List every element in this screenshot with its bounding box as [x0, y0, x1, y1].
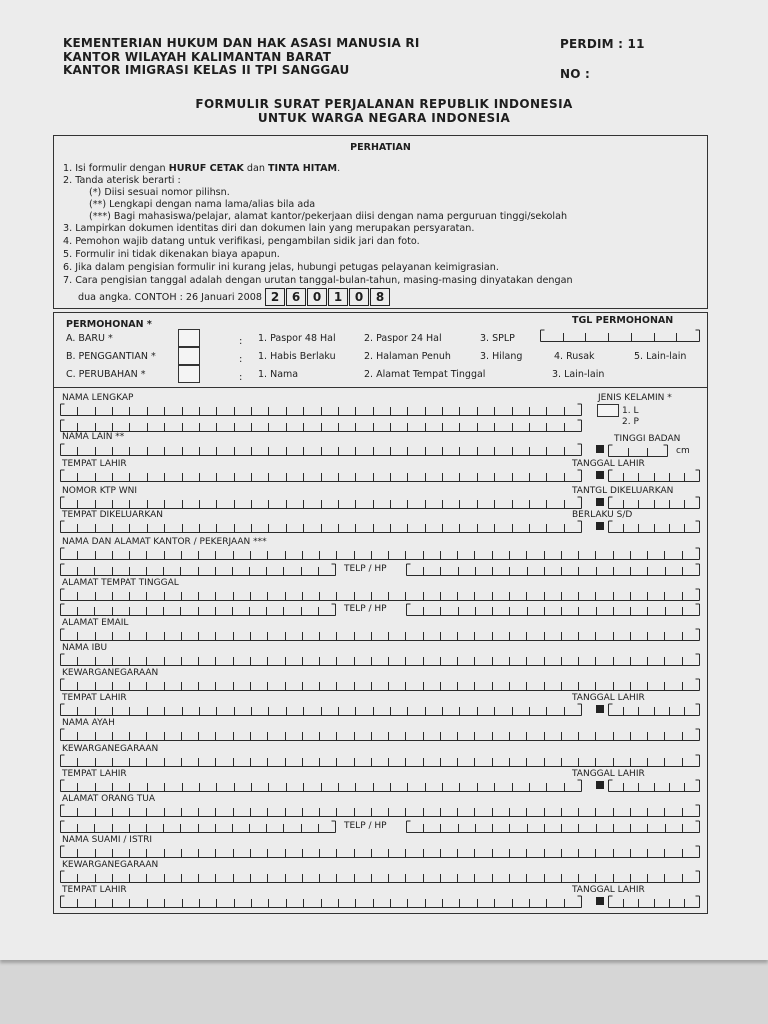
tanggal-lahir-suami-boxes[interactable] — [608, 895, 700, 908]
tantgl-boxes[interactable] — [608, 496, 700, 509]
char-grid — [60, 754, 700, 767]
note-1-mid: dan — [243, 163, 269, 174]
tanggal-lahir-label: TANGGAL LAHIR — [572, 459, 645, 469]
char-grid — [608, 444, 668, 457]
char-grid — [608, 496, 700, 509]
tempat-lahir-label: TEMPAT LAHIR — [62, 459, 127, 469]
char-grid — [60, 443, 582, 456]
char-grid-lines — [61, 470, 582, 482]
char-grid — [608, 520, 700, 533]
nomor-ktp-boxes[interactable] — [60, 496, 582, 509]
example-date-digit: 0 — [349, 288, 369, 306]
kewarganegaraan-suami-label: KEWARGANEGARAAN — [62, 860, 159, 870]
ministry-name: KEMENTERIAN HUKUM DAN HAK ASASI MANUSIA RI — [63, 36, 420, 50]
note-7b — [78, 288, 391, 306]
char-grid-lines — [407, 604, 700, 616]
char-grid — [60, 419, 582, 432]
nama-lengkap-label: NAMA LENGKAP — [62, 393, 134, 403]
char-grid-lines — [609, 470, 700, 482]
tanggal-lahir-ayah-label: TANGGAL LAHIR — [572, 769, 645, 779]
note-7b-text: dua angka. CONTOH : 26 Januari 2008 — [78, 292, 262, 303]
tempat-lahir-suami-boxes[interactable] — [60, 895, 582, 908]
nama-lain-label: NAMA LAIN ** — [62, 432, 125, 442]
tanggal-lahir-ibu-boxes[interactable] — [608, 703, 700, 716]
char-grid — [60, 804, 700, 817]
perubahan-opt-2: 2. Alamat Tempat Tinggal — [364, 369, 486, 380]
note-1 — [63, 163, 340, 175]
nama-kantor-boxes-2[interactable] — [60, 563, 336, 576]
perubahan-label: C. PERUBAHAN * — [66, 369, 146, 380]
char-grid — [60, 403, 582, 416]
char-grid — [60, 653, 700, 666]
char-grid-lines — [61, 805, 700, 817]
nama-lengkap-boxes-2[interactable] — [60, 419, 582, 432]
char-grid-lines — [61, 679, 700, 691]
nomor-ktp-label: NOMOR KTP WNI — [62, 486, 138, 496]
char-grid — [60, 628, 700, 641]
tempat-lahir-ayah-boxes[interactable] — [60, 779, 582, 792]
char-grid-lines — [61, 780, 582, 792]
alamat-tinggal-boxes-2[interactable] — [60, 603, 336, 616]
colon: : — [239, 336, 243, 347]
tinggi-badan-label: TINGGI BADAN — [614, 434, 681, 444]
char-grid-lines — [61, 629, 700, 641]
char-grid — [60, 588, 700, 601]
char-grid-lines — [407, 821, 700, 833]
char-grid-lines — [61, 497, 582, 509]
char-grid-lines — [61, 604, 336, 616]
tempat-lahir-suami-label: TEMPAT LAHIR — [62, 885, 127, 895]
char-grid — [608, 469, 700, 482]
char-grid — [60, 678, 700, 691]
jenis-kelamin-label: JENIS KELAMIN * — [598, 393, 672, 403]
perdim-label: PERDIM : 11 — [560, 37, 645, 51]
nama-lengkap-boxes[interactable] — [60, 403, 582, 416]
marker-square — [596, 781, 604, 789]
char-grid — [60, 728, 700, 741]
char-grid — [60, 469, 582, 482]
jenis-kelamin-box[interactable] — [597, 404, 619, 417]
char-grid — [406, 820, 700, 833]
char-grid — [60, 870, 700, 883]
tempat-dikeluarkan-label: TEMPAT DIKELUARKAN — [62, 510, 163, 520]
tempat-lahir-ibu-label: TEMPAT LAHIR — [62, 693, 127, 703]
char-grid-lines — [61, 548, 700, 560]
telp-label-2: TELP / HP — [344, 604, 387, 614]
char-grid-lines — [61, 420, 582, 432]
pengganti-opt-4: 4. Rusak — [554, 351, 595, 362]
form-subtitle: UNTUK WARGA NEGARA INDONESIA — [257, 111, 511, 125]
nama-ibu-label: NAMA IBU — [62, 643, 108, 653]
char-grid-lines — [61, 755, 700, 767]
alamat-email-label: ALAMAT EMAIL — [62, 618, 129, 628]
char-grid — [60, 520, 582, 533]
example-date-digit: 1 — [328, 288, 348, 306]
tempat-lahir-ibu-boxes[interactable] — [60, 703, 582, 716]
marker-square — [596, 498, 604, 506]
baru-checkbox[interactable] — [178, 329, 200, 347]
char-grid — [60, 603, 336, 616]
note-2b: (**) Lengkapi dengan nama lama/alias bila ada — [89, 199, 316, 210]
tempat-lahir-ayah-label: TEMPAT LAHIR — [62, 769, 127, 779]
char-grid-lines — [609, 445, 668, 457]
jk-p: 2. P — [622, 417, 639, 427]
note-1-end: . — [337, 163, 341, 174]
char-grid — [60, 820, 336, 833]
char-grid — [406, 603, 700, 616]
baru-opt-2: 2. Paspor 24 Hal — [364, 333, 442, 344]
tgl-permohonan-boxes[interactable] — [540, 329, 700, 342]
alamat-email-boxes[interactable] — [60, 628, 700, 641]
baru-label: A. BARU * — [66, 333, 113, 344]
char-grid-lines — [61, 704, 582, 716]
tanggal-lahir-ibu-label: TANGGAL LAHIR — [572, 693, 645, 703]
char-grid — [608, 703, 700, 716]
example-date-digit: 0 — [307, 288, 327, 306]
tempat-lahir-boxes[interactable] — [60, 469, 582, 482]
char-grid-lines — [61, 896, 582, 908]
immigration-office: KANTOR IMIGRASI KELAS II TPI SANGGAU — [63, 63, 350, 77]
kewarganegaraan-ibu-boxes[interactable] — [60, 678, 700, 691]
note-6: 6. Jika dalam pengisian formulir ini kurang jelas, hubungi petugas pelayanan keimigrasian. — [63, 262, 499, 273]
marker-square — [596, 522, 604, 530]
berlaku-boxes[interactable] — [608, 520, 700, 533]
char-grid — [60, 845, 700, 858]
note-7a: 7. Cara pengisian tanggal adalah dengan urutan tanggal-bulan-tahun, masing-masing dinyatakan dengan — [63, 275, 573, 286]
note-2c: (***) Bagi mahasiswa/pelajar, alamat kantor/pekerjaan diisi dengan nama perguruan tinggi/sekolah — [89, 211, 568, 222]
char-grid — [406, 563, 700, 576]
perubahan-opt-3: 3. Lain-lain — [552, 369, 605, 380]
nama-suami-boxes[interactable] — [60, 845, 700, 858]
nama-lain-boxes[interactable] — [60, 443, 582, 456]
alamat-ortu-boxes-2[interactable] — [60, 820, 336, 833]
berlaku-label: BERLAKU S/D — [572, 510, 633, 520]
note-2: 2. Tanda aterisk berarti : — [63, 175, 181, 186]
char-grid-lines — [61, 821, 336, 833]
nama-suami-label: NAMA SUAMI / ISTRI — [62, 835, 153, 845]
tanggal-lahir-ayah-boxes[interactable] — [608, 779, 700, 792]
alamat-ortu-boxes[interactable] — [60, 804, 700, 817]
marker-square — [596, 471, 604, 479]
nama-kantor-boxes[interactable] — [60, 547, 700, 560]
char-grid-lines — [61, 521, 582, 533]
telp-boxes-3[interactable] — [406, 820, 700, 833]
char-grid — [60, 563, 336, 576]
nama-kantor-label: NAMA DAN ALAMAT KANTOR / PEKERJAAN *** — [62, 537, 267, 547]
char-grid — [608, 895, 700, 908]
example-date-digit: 2 — [265, 288, 285, 306]
pengganti-label: B. PENGGANTIAN * — [66, 351, 156, 362]
baru-opt-3: 3. SPLP — [480, 333, 515, 344]
char-grid-lines — [609, 704, 700, 716]
char-grid-lines — [61, 564, 336, 576]
jk-l: 1. L — [622, 406, 639, 416]
form-number-label: NO : — [560, 67, 591, 81]
char-grid-lines — [609, 780, 700, 792]
char-grid-lines — [61, 871, 700, 883]
perubahan-opt-1: 1. Nama — [258, 369, 299, 380]
marker-square — [596, 445, 604, 453]
char-grid — [60, 547, 700, 560]
char-grid-lines — [609, 497, 700, 509]
application-form — [53, 312, 708, 914]
char-grid-lines — [61, 846, 700, 858]
note-4: 4. Pemohon wajib datang untuk verifikasi, pengambilan sidik jari dan foto. — [63, 236, 420, 247]
telp-boxes[interactable] — [406, 563, 700, 576]
kewarganegaraan-ibu-label: KEWARGANEGARAAN — [62, 668, 159, 678]
pengganti-opt-5: 5. Lain-lain — [634, 351, 687, 362]
divider — [54, 387, 707, 388]
tanggal-lahir-boxes[interactable] — [608, 469, 700, 482]
alamat-tinggal-label: ALAMAT TEMPAT TINGGAL — [62, 578, 179, 588]
note-3: 3. Lampirkan dokumen identitas diri dan dokumen lain yang merupakan persyaratan. — [63, 223, 475, 234]
tantgl-label: TANTGL DIKELUARKAN — [572, 486, 674, 496]
kewarganegaraan-suami-boxes[interactable] — [60, 870, 700, 883]
cm-label: cm — [676, 446, 690, 456]
instructions-heading: PERHATIAN — [350, 142, 411, 153]
tinggi-badan-boxes[interactable] — [608, 444, 668, 457]
pengganti-opt-1: 1. Habis Berlaku — [258, 351, 336, 362]
char-grid — [60, 779, 582, 792]
marker-square — [596, 705, 604, 713]
tempat-dikeluarkan-boxes[interactable] — [60, 520, 582, 533]
nama-ayah-label: NAMA AYAH — [62, 718, 115, 728]
char-grid-lines — [61, 589, 700, 601]
example-date-digit: 8 — [370, 288, 390, 306]
form-title: FORMULIR SURAT PERJALANAN REPUBLIK INDONESIA — [195, 97, 573, 111]
tanggal-lahir-suami-label: TANGGAL LAHIR — [572, 885, 645, 895]
nama-ayah-boxes[interactable] — [60, 728, 700, 741]
perubahan-checkbox[interactable] — [178, 365, 200, 383]
nama-ibu-boxes[interactable] — [60, 653, 700, 666]
char-grid-lines — [609, 896, 700, 908]
pengganti-opt-3: 3. Hilang — [480, 351, 523, 362]
note-1-bold-1: HURUF CETAK — [168, 163, 244, 174]
permohonan-heading: PERMOHONAN * — [66, 319, 152, 330]
kewarganegaraan-ayah-label: KEWARGANEGARAAN — [62, 744, 159, 754]
char-grid — [60, 496, 582, 509]
char-grid — [60, 895, 582, 908]
char-grid — [540, 329, 700, 342]
tgl-permohonan-label: TGL PERMOHONAN — [572, 315, 674, 326]
alamat-tinggal-boxes[interactable] — [60, 588, 700, 601]
pengganti-opt-2: 2. Halaman Penuh — [364, 351, 451, 362]
marker-square — [596, 897, 604, 905]
note-1-text: 1. Isi formulir dengan — [63, 163, 169, 174]
char-grid-lines — [61, 729, 700, 741]
note-2a: (*) Diisi sesuai nomor pilihsn. — [89, 187, 230, 198]
pengganti-checkbox[interactable] — [178, 347, 200, 365]
kewarganegaraan-ayah-boxes[interactable] — [60, 754, 700, 767]
colon: : — [239, 372, 243, 383]
baru-opt-1: 1. Paspor 48 Hal — [258, 333, 336, 344]
colon: : — [239, 354, 243, 365]
char-grid-lines — [61, 444, 582, 456]
char-grid — [608, 779, 700, 792]
char-grid-lines — [61, 654, 700, 666]
telp-label: TELP / HP — [344, 564, 387, 574]
regional-office: KANTOR WILAYAH KALIMANTAN BARAT — [63, 50, 332, 64]
instructions-box — [53, 135, 708, 309]
char-grid-lines — [609, 521, 700, 533]
example-date-boxes — [265, 292, 391, 303]
char-grid-lines — [407, 564, 700, 576]
char-grid — [60, 703, 582, 716]
example-date-digit: 6 — [286, 288, 306, 306]
char-grid-lines — [541, 330, 700, 342]
note-5: 5. Formulir ini tidak dikenakan biaya apapun. — [63, 249, 280, 260]
telp-boxes-2[interactable] — [406, 603, 700, 616]
alamat-ortu-label: ALAMAT ORANG TUA — [62, 794, 156, 804]
char-grid-lines — [61, 404, 582, 416]
telp-label-3: TELP / HP — [344, 821, 387, 831]
note-1-bold-2: TINTA HITAM — [268, 163, 338, 174]
